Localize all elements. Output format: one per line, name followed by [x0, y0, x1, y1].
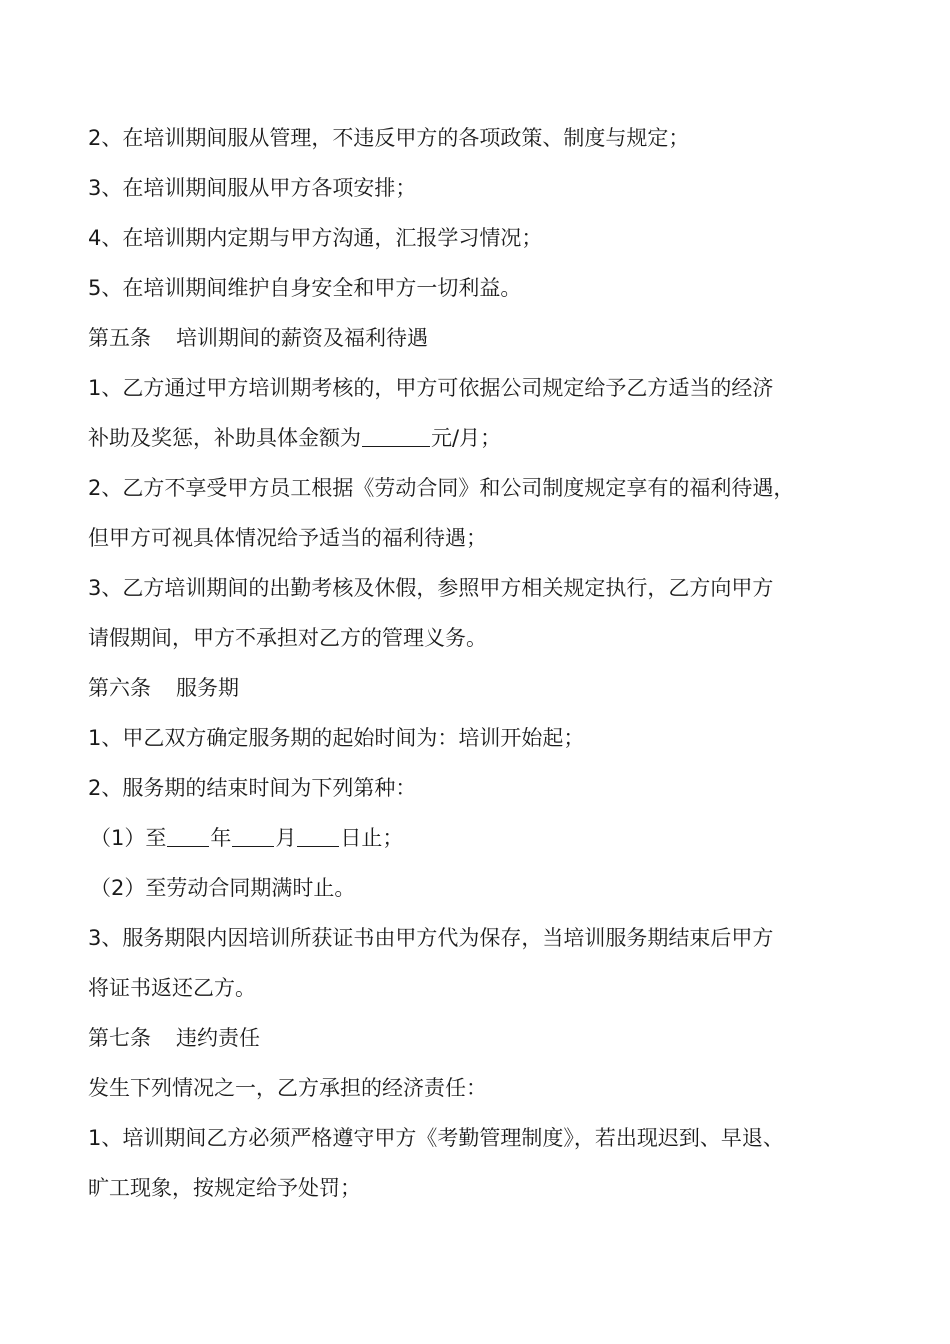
subsidy-amount-blank	[362, 424, 430, 447]
subsidy-text: 补助及奖惩，补助具体金额为	[88, 426, 361, 450]
article-5-clause-1-line-2	[88, 413, 888, 463]
article-6-clause-3-line-1: 3、服务期限内因培训所获证书由甲方代为保存，当培训服务期结束后甲方	[88, 926, 774, 950]
article-6-option-1	[88, 813, 888, 863]
month-label: 月	[275, 826, 297, 850]
day-blank	[297, 824, 339, 847]
subsidy-unit: 元/月；	[431, 426, 502, 450]
day-label: 日止；	[340, 826, 404, 850]
option-1-prefix: （1）至	[90, 826, 167, 850]
article-6-clause-3-line-2: 将证书返还乙方。	[88, 976, 256, 1000]
article-5-clause-2-line-2: 但甲方可视具体情况给予适当的福利待遇；	[88, 526, 487, 550]
article-6-heading	[88, 663, 888, 713]
article-6-number: 第六条	[88, 676, 151, 700]
article-6-option-2: （2）至劳动合同期满时止。	[90, 876, 356, 900]
article-7-heading	[88, 1013, 888, 1063]
article-7-intro: 发生下列情况之一，乙方承担的经济责任：	[88, 1076, 487, 1100]
clause-2: 2、在培训期间服从管理，不违反甲方的各项政策、制度与规定；	[88, 126, 690, 150]
clause-3: 3、在培训期间服从甲方各项安排；	[88, 176, 417, 200]
article-7-clause-1-line-2: 旷工现象，按规定给予处罚；	[88, 1176, 361, 1200]
article-6-clause-2: 2、服务期的结束时间为下列第种：	[88, 776, 417, 800]
year-blank	[167, 824, 209, 847]
article-7-number: 第七条	[88, 1026, 151, 1050]
article-5-clause-1-line-1: 1、乙方通过甲方培训期考核的，甲方可依据公司规定给予乙方适当的经济	[88, 376, 774, 400]
month-blank	[232, 824, 274, 847]
article-5-clause-3-line-1: 3、乙方培训期间的出勤考核及休假，参照甲方相关规定执行，乙方向甲方	[88, 576, 774, 600]
article-5-title: 培训期间的薪资及福利待遇	[176, 326, 428, 350]
document-page	[88, 113, 888, 1213]
article-5-heading	[88, 313, 888, 363]
article-5-clause-3-line-2: 请假期间，甲方不承担对乙方的管理义务。	[88, 626, 487, 650]
year-label: 年	[210, 826, 232, 850]
article-5-number: 第五条	[88, 326, 151, 350]
article-6-title: 服务期	[176, 676, 239, 700]
article-7-clause-1-line-1: 1、培训期间乙方必须严格遵守甲方《考勤管理制度》，若出现迟到、早退、	[88, 1126, 784, 1150]
article-5-clause-2-line-1: 2、乙方不享受甲方员工根据《劳动合同》和公司制度规定享有的福利待遇，	[88, 476, 795, 500]
clause-5: 5、在培训期间维护自身安全和甲方一切利益。	[88, 276, 522, 300]
article-7-title: 违约责任	[176, 1026, 260, 1050]
article-6-clause-1: 1、甲乙双方确定服务期的起始时间为：培训开始起；	[88, 726, 585, 750]
clause-4: 4、在培训期内定期与甲方沟通，汇报学习情况；	[88, 226, 543, 250]
